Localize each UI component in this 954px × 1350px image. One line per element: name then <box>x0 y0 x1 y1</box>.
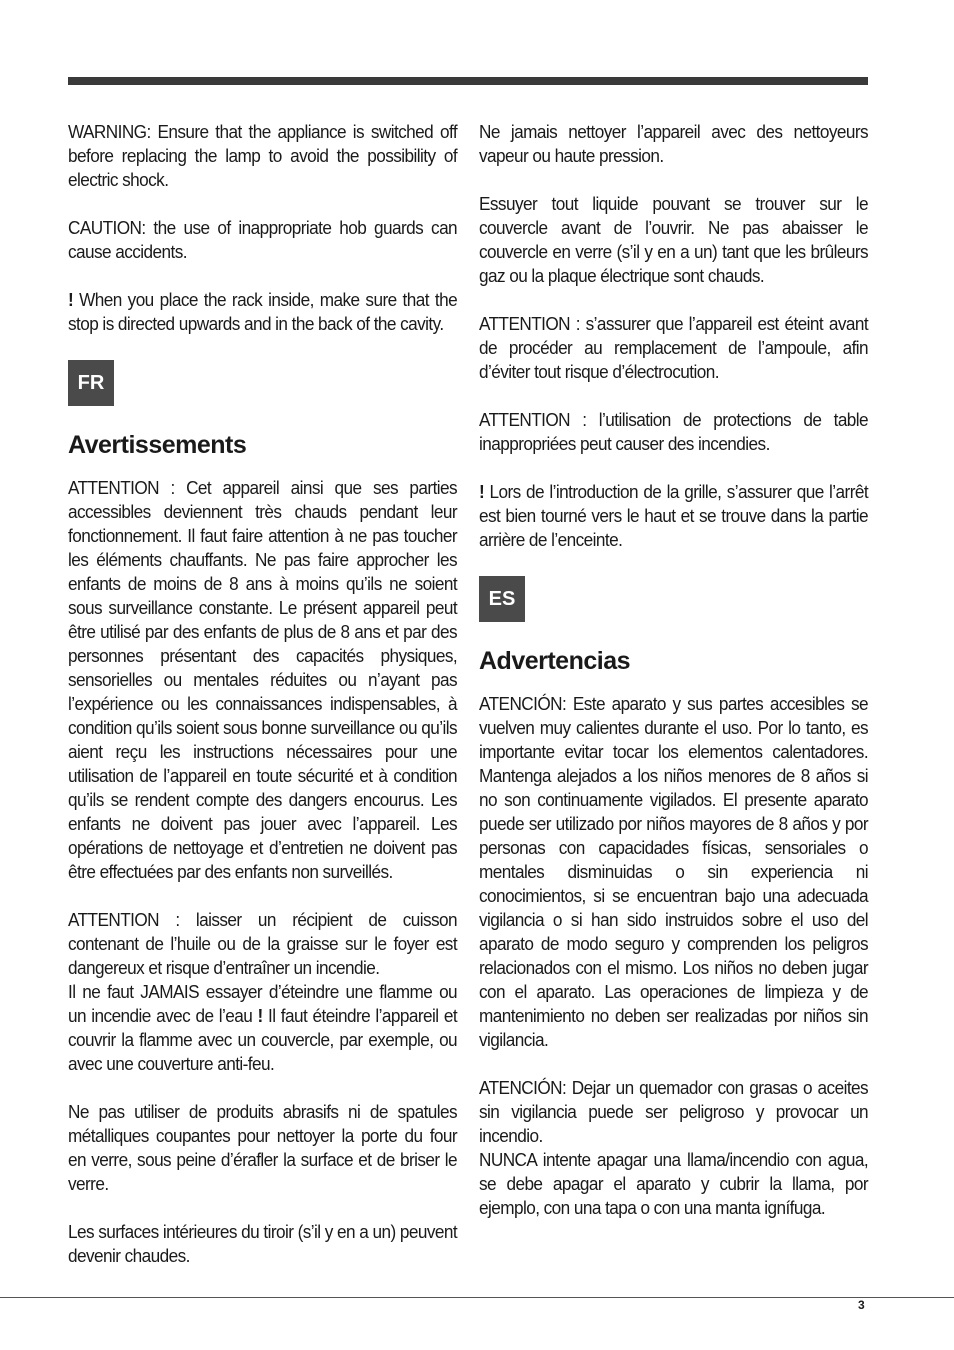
exclamation-mark: ! <box>257 1005 263 1026</box>
fr-paragraph-3-text-b: Il faut éteindre l’appareil et couvrir la flamme avec un couvercle, par exemple, ou avec une couverture anti-feu. <box>68 1005 458 1074</box>
es-paragraph-1: ATENCIÓN: Este aparato y sus partes accesibles se vuelven muy calientes durante el uso. Por lo tanto, es importante evitar tocar los elementos calentadores. Mantenga alejados a los niños menores de 8 años si no son continuamente vigilados. El presente aparato puede ser utilizado por niños mayores de 8 años y por personas con capacidades físicas, sensoriales o mentales disminuidas o sin experiencia ni conocimientos, si se encuentran bajo una adecuada vigilancia o si han sido instruidos sobre el uso del aparato de modo seguro y comprenden los peligros relacionados con el mismo. Los niños no deben jugar con el aparato. Las operaciones de limpieza y de mantenimiento no deben ser realizadas por niños sin vigilancia. <box>479 693 869 1050</box>
es-paragraph-2: ATENCIÓN: Dejar un quemador con grasas o aceites sin vigilancia puede ser peligroso y provocar un incendio. <box>479 1077 869 1146</box>
fr-paragraph-2: ATTENTION : laisser un récipient de cuisson contenant de l’huile ou de la graisse sur le foyer est dangereux et risque d’entraîner un incendie. <box>68 909 458 978</box>
fr-paragraph-10-text: Lors de l’introduction de la grille, s’assurer que l’arrêt est bien tourné vers le haut et se trouve dans la partie arrière de l’enceinte. <box>479 481 869 550</box>
rack-text-en: When you place the rack inside, make sure that the stop is directed upwards and in the back of the cavity. <box>68 289 458 334</box>
language-badge-fr: FR <box>68 360 114 406</box>
rack-paragraph-en <box>68 288 457 336</box>
language-badge-es: ES <box>479 576 525 622</box>
exclamation-mark: ! <box>68 289 74 310</box>
section-heading-es: Advertencias <box>479 647 631 675</box>
right-column <box>479 120 868 1244</box>
exclamation-mark: ! <box>479 481 485 502</box>
fr-paragraph-4: Ne pas utiliser de produits abrasifs ni de spatules métalliques coupantes pour nettoyer la porte du four en verre, sous peine d’érafler la surface et de briser le verre. <box>68 1101 458 1194</box>
fr-paragraph-7: Essuyer tout liquide pouvant se trouver sur le couvercle avant de l’ouvrir. Ne pas abaisser le couvercle en verre (s’il y en a un) tant que les brûleurs gaz ou la plaque électrique sont chauds. <box>479 193 869 286</box>
fr-paragraph-3 <box>68 980 457 1076</box>
caution-paragraph-en: CAUTION: the use of inappropriate hob guards can cause accidents. <box>68 217 458 262</box>
fr-paragraph-5: Les surfaces intérieures du tiroir (s’il y en a un) peuvent devenir chaudes. <box>68 1221 458 1266</box>
left-column <box>68 120 457 1292</box>
footer-rule <box>0 1297 954 1298</box>
fr-paragraph-8: ATTENTION : s’assurer que l’appareil est éteint avant de procéder au remplacement de l’ampoule, afin d’éviter tout risque d’électrocution. <box>479 313 869 382</box>
warning-paragraph-en: WARNING: Ensure that the appliance is switched off before replacing the lamp to avoid the possibility of electric shock. <box>68 121 458 190</box>
fr-paragraph-3-text-a: Il ne faut JAMAIS essayer d’éteindre une flamme ou un incendie avec de l’eau <box>68 981 458 1026</box>
es-paragraph-3: NUNCA intente apagar una llama/incendio con agua, se debe apagar el aparato y cubrir la llama, por ejemplo, con una tapa o con una manta ignífuga. <box>479 1149 869 1218</box>
fr-paragraph-1: ATTENTION : Cet appareil ainsi que ses parties accessibles deviennent très chauds pendant leur fonctionnement. Il faut faire attention à ne pas toucher les éléments chauffants. Ne pas faire approcher les enfants de moins de 8 ans à moins qu’ils ne soient sous surveillance constante. Le présent appareil peut être utilisé par des enfants de plus de 8 ans et par des personnes présentant des capacités physiques, sensorielles ou mentales réduites ou n’ayant pas l’expérience ou les connaissances indispensables, à condition qu’ils soient sous bonne surveillance ou qu’ils aient reçu les instructions nécessaires pour une utilisation de l’appareil en toute sécurité et à condition qu’ils se rendent compte des dangers encourus. Les enfants ne doivent pas jouer avec l’appareil. Les opérations de nettoyage et d’entretien ne doivent pas être effectuées par des enfants non surveillés. <box>68 477 458 882</box>
page-number: 3 <box>858 1298 865 1312</box>
header-rule <box>68 77 868 85</box>
fr-paragraph-10 <box>479 480 868 552</box>
fr-paragraph-9: ATTENTION : l’utilisation de protections de table inappropriées peut causer des incendies. <box>479 409 869 454</box>
fr-paragraph-6: Ne jamais nettoyer l’appareil avec des nettoyeurs vapeur ou haute pression. <box>479 121 869 166</box>
section-heading-fr: Avertissements <box>68 431 247 459</box>
